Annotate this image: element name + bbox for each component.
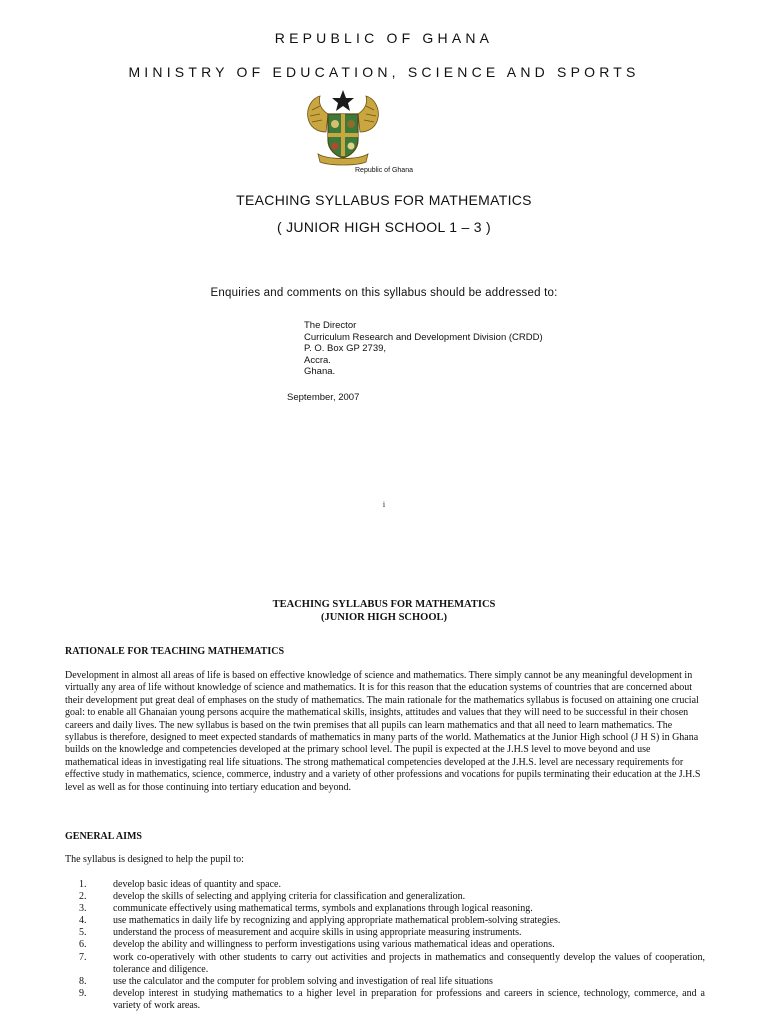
list-item-number: 3.: [79, 903, 87, 915]
aims-list: [65, 879, 705, 1012]
page2-title: [0, 598, 768, 624]
list-item-number: 6.: [79, 939, 87, 951]
list-item: [65, 939, 705, 951]
list-item: [65, 952, 705, 976]
ghana-coat-of-arms-icon: [304, 88, 382, 166]
emblem-caption: Republic of Ghana: [355, 167, 413, 174]
list-item: [65, 927, 705, 939]
list-item-text: understand the process of measurement and acquire skills in using appropriate measuring instruments.: [113, 927, 522, 939]
enquiries-note: Enquiries and comments on this syllabus should be addressed to:: [210, 287, 558, 299]
director-address: [304, 320, 543, 378]
list-item: [65, 879, 705, 891]
list-item-number: 2.: [79, 891, 87, 903]
syllabus-title: TEACHING SYLLABUS FOR MATHEMATICS: [236, 192, 532, 208]
list-item-number: 5.: [79, 927, 87, 939]
list-item-text: work co-operatively with other students to carry out activities and projects in mathematics and consequently develop the values of cooperation, tolerance and diligence.: [113, 951, 705, 975]
list-item-text: use mathematics in daily life by recognizing and applying appropriate mathematical problem-solving strategies.: [113, 915, 561, 927]
list-item-number: 4.: [79, 915, 87, 927]
page2-title-line1: TEACHING SYLLABUS FOR MATHEMATICS: [272, 599, 496, 610]
address-line: Ghana.: [304, 366, 336, 377]
page-number: i: [382, 500, 386, 509]
address-line: The Director: [304, 320, 357, 331]
list-item-text: develop interest in studying mathematics to a higher level in preparation for professions and careers in science, technology, commerce, and a variety of work areas.: [113, 987, 705, 1011]
list-item-number: 9.: [79, 987, 87, 999]
page2-title-line2: (JUNIOR HIGH SCHOOL): [320, 612, 447, 623]
list-item: [65, 976, 705, 988]
syllabus-subtitle: ( JUNIOR HIGH SCHOOL 1 – 3 ): [276, 219, 492, 235]
country-heading: REPUBLIC OF GHANA: [274, 30, 494, 46]
list-item-text: communicate effectively using mathematical terms, symbols and explanations through logical reasoning.: [113, 903, 533, 915]
list-item-number: 8.: [79, 975, 87, 987]
address-line: Curriculum Research and Development Division (CRDD): [304, 331, 543, 343]
list-item-number: 7.: [79, 951, 87, 963]
publication-date: September, 2007: [287, 392, 360, 403]
list-item: [65, 903, 705, 915]
list-item-text: develop the ability and willingness to perform investigations using various mathematical ideas and operations.: [113, 939, 555, 951]
list-item-text: develop basic ideas of quantity and space.: [113, 879, 281, 890]
list-item-text: use the calculator and the computer for problem solving and investigation of real life situations: [113, 975, 493, 987]
list-item: [65, 988, 705, 1012]
rationale-paragraph: Development in almost all areas of life is based on effective knowledge of science and mathematics. There simply cannot be any meaningful development in virtually any area of life without knowledge of science and mathematics. It is for this reason that the education systems of countries that are concerned about their development put great deal of emphases on the study of mathematics. The main rationale for the mathematics syllabus is focused on attaining one crucial goal: to enable all Ghanaian young persons acquire the mathematical skills, insights, attitudes and values that they will need to be successful in their chosen careers and daily lives. The new syllabus is based on the twin premises that all pupils can learn mathematics and that all need to learn mathematics. The syllabus is therefore, designed to meet expected standards of mathematics in many parts of the world. Mathematics at the Junior High school (J H S) in Ghana builds on the knowledge and competencies developed at the primary school level. The pupil is expected at the J.H.S level to move beyond and use mathematical ideas in investigating real life situations. The strong mathematical competencies developed at the J.H.S. level are necessary requirements for effective study in mathematics, science, commerce, industry and a variety of other professions and vocations for pupils terminating their education at the J.H.S level as well as for those continuing into tertiary education and beyond.: [65, 670, 701, 793]
aims-intro: The syllabus is designed to help the pupil to:: [65, 854, 244, 865]
general-aims-heading: GENERAL AIMS: [65, 831, 142, 842]
list-item: [65, 915, 705, 927]
list-item: [65, 891, 705, 903]
rationale-heading: RATIONALE FOR TEACHING MATHEMATICS: [65, 646, 285, 657]
address-line: P. O. Box GP 2739,: [304, 343, 387, 354]
ministry-heading: MINISTRY OF EDUCATION, SCIENCE AND SPORTS: [128, 64, 640, 80]
list-item-text: develop the skills of selecting and applying criteria for classification and generalization.: [113, 891, 466, 903]
address-line: Accra.: [304, 354, 331, 366]
list-item-number: 1.: [79, 879, 87, 890]
